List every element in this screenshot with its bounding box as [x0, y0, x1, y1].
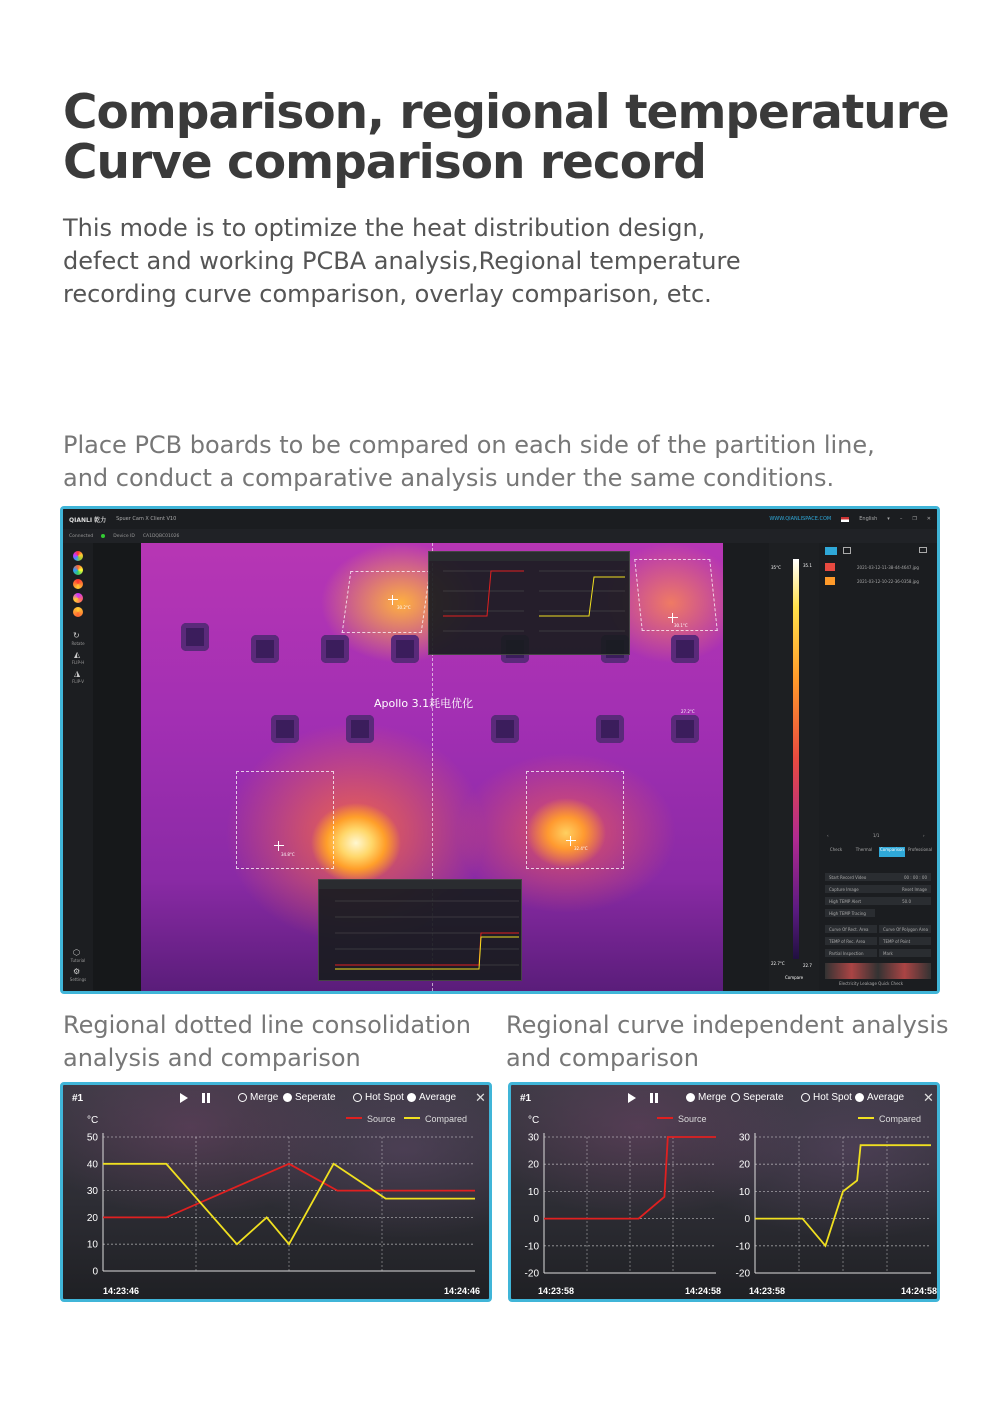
pcb-pad	[321, 635, 349, 663]
legend-source-label: Source	[367, 1114, 396, 1124]
hotspot-marker-top-right	[668, 613, 678, 623]
hotspot-label: Hot Spot	[813, 1092, 852, 1103]
caption-merge	[63, 1009, 471, 1075]
close-icon[interactable]: ✕	[926, 516, 931, 522]
app-titlebar	[63, 509, 937, 529]
tab-check[interactable]: Check	[829, 847, 843, 852]
time-end-source: 14:24:58	[685, 1286, 722, 1296]
language-select[interactable]: English	[859, 516, 878, 522]
file-name[interactable]: 2021-03-12-10-22-36-0358.jpg	[857, 579, 919, 584]
pcb-pad	[491, 715, 519, 743]
seperate-label: Seperate	[295, 1092, 336, 1103]
caption-merge-line-2: analysis and comparison	[63, 1044, 361, 1072]
time-start-compared: 14:23:58	[749, 1286, 786, 1296]
y-tick-label: -10	[735, 1241, 750, 1253]
mark-button[interactable]	[879, 949, 931, 957]
caption-separate-line-1: Regional curve independent analysis	[506, 1011, 949, 1039]
right-panel	[819, 543, 937, 991]
hotspot-temp-left: 34.8°C	[281, 852, 295, 857]
image-margin-left	[93, 543, 141, 991]
overlay-label: Apollo 3.1耗电优化	[374, 697, 474, 710]
hotspot-label: Hot Spot	[365, 1092, 404, 1103]
temp-rect-button[interactable]	[825, 937, 877, 945]
merge-radio[interactable]	[686, 1093, 695, 1102]
plot-grid	[544, 1137, 716, 1273]
device-id-value: CA1DQBC01026	[142, 533, 180, 539]
palette-medical-icon[interactable]	[73, 607, 83, 617]
title-line-2: Curve comparison record	[63, 135, 706, 190]
time-end-compared: 14:24:58	[901, 1286, 938, 1296]
pcb-pad	[671, 715, 699, 743]
curve-panel-id: #1	[72, 1092, 84, 1104]
average-radio[interactable]	[855, 1093, 864, 1102]
left-toolbar	[63, 543, 93, 991]
plot-grid	[103, 1137, 475, 1271]
thermal-app-window	[60, 506, 940, 994]
y-tick-label: 20	[86, 1212, 98, 1224]
temp-point-label: TEMP of Point	[883, 938, 911, 944]
caption-separate	[506, 1009, 949, 1075]
restore-icon[interactable]: ❐	[912, 516, 917, 522]
plot-grid	[755, 1137, 931, 1273]
high-temp-alert-row[interactable]	[825, 897, 931, 905]
tutorial-label: Tutorial	[70, 958, 86, 963]
caption-separate-line-2: and comparison	[506, 1044, 699, 1072]
scale-high-label: 35°C	[771, 565, 781, 570]
file-thumbnail[interactable]	[825, 577, 835, 585]
leakage-check-image[interactable]	[825, 963, 931, 979]
y-tick-label: 0	[533, 1214, 539, 1226]
high-temp-tracing-label: High TEMP Tracing	[829, 910, 866, 916]
y-tick-label: 20	[527, 1159, 539, 1171]
scale-min-label: 22.7°C	[771, 961, 785, 966]
y-tick-label: 30	[86, 1186, 98, 1198]
flip-h-label: FLIP-H	[71, 660, 85, 665]
mini-curve-header	[319, 880, 521, 889]
gallery-icon[interactable]	[825, 547, 837, 555]
time-start: 14:23:46	[103, 1286, 140, 1296]
separate-curve-panel	[508, 1082, 940, 1302]
hotspot-radio[interactable]	[801, 1093, 810, 1102]
curve-panel-id: #1	[520, 1092, 532, 1104]
record-time: 00 : 00 : 00	[903, 874, 927, 880]
series-line-compared	[103, 1164, 475, 1244]
palette-hot-icon[interactable]	[73, 579, 83, 589]
app-logo: QIANLI 乾力	[69, 516, 107, 524]
tutorial-icon[interactable]: ⬡	[73, 948, 80, 957]
connected-indicator-icon	[101, 534, 105, 538]
play-icon[interactable]	[180, 1093, 188, 1103]
high-temp-alert-label: High TEMP Alert	[829, 898, 862, 904]
tab-professional[interactable]: Professional	[907, 847, 933, 852]
ambient-temp-label: 27.2°C	[681, 709, 695, 714]
separate-curve-chart	[511, 1111, 937, 1301]
capture-image-label: Capture Image	[829, 886, 859, 892]
capture-image-row[interactable]	[825, 885, 931, 893]
region-box-top-left[interactable]	[342, 571, 431, 633]
merge-radio[interactable]	[238, 1093, 247, 1102]
record-video-label: Start Record Video	[829, 874, 867, 880]
page-next-icon[interactable]: ›	[923, 833, 925, 838]
partial-inspection-label: Partial Inspection	[829, 950, 864, 956]
y-tick-label: 10	[527, 1186, 539, 1198]
y-unit-label: °C	[87, 1115, 99, 1126]
pcb-pad	[671, 635, 699, 663]
hotspot-marker-left	[274, 841, 284, 851]
subtitle-line-3: recording curve comparison, overlay comparison, etc.	[63, 280, 712, 308]
reset-image-button[interactable]: Reset Image	[902, 886, 927, 892]
leakage-check-label: Electricity Leakage Quick Check	[839, 981, 904, 986]
folder-icon[interactable]	[919, 547, 927, 553]
website-link[interactable]: WWW.QIANLISPACE.COM	[769, 516, 832, 522]
scale-max-label: 35.1	[803, 563, 812, 568]
play-icon[interactable]	[628, 1093, 636, 1103]
y-tick-label: 10	[738, 1186, 750, 1198]
mini-curve-panel-bottom[interactable]	[318, 879, 522, 981]
rotate-label: Rotate	[71, 641, 85, 646]
seperate-label: Seperate	[743, 1092, 784, 1103]
y-tick-label: 30	[527, 1132, 539, 1144]
merged-curve-chart	[63, 1111, 489, 1301]
alert-value[interactable]: 50.0	[902, 898, 911, 904]
temp-point-button[interactable]	[879, 937, 931, 945]
y-tick-label: 0	[92, 1266, 98, 1278]
hotspot-temp-top-right: 30.1°C	[674, 623, 688, 628]
thermal-image[interactable]	[141, 543, 723, 991]
pcb-pad	[391, 635, 419, 663]
seperate-radio[interactable]	[731, 1093, 740, 1102]
hotspot-temp-top-left: 30.2°C	[397, 605, 411, 610]
tab-thermal[interactable]: Thermal	[855, 847, 873, 852]
y-tick-label: 40	[86, 1159, 98, 1171]
page-prev-icon[interactable]: ‹	[827, 833, 829, 838]
pcb-pad	[346, 715, 374, 743]
y-unit-label: °C	[528, 1115, 540, 1126]
connection-status: Connected	[69, 533, 94, 539]
rotate-icon[interactable]: ↻	[73, 631, 80, 640]
hotspot-radio[interactable]	[353, 1093, 362, 1102]
dropdown-icon[interactable]: ▾	[887, 516, 890, 522]
y-tick-label: 0	[744, 1214, 750, 1226]
y-tick-label: 50	[86, 1132, 98, 1144]
page-indicator: 1/1	[873, 833, 880, 838]
palette-lava-icon[interactable]	[73, 593, 83, 603]
mark-label: Mark	[883, 950, 893, 956]
partial-inspection-button[interactable]	[825, 949, 877, 957]
time-end: 14:24:46	[444, 1286, 481, 1296]
temperature-scale	[769, 543, 819, 991]
high-temp-tracing-row[interactable]	[825, 909, 875, 917]
pause-icon[interactable]	[650, 1093, 658, 1103]
flip-h-icon[interactable]: ◭	[74, 650, 81, 659]
scale-low-label: 22.7	[803, 963, 812, 968]
palette-iron-icon[interactable]	[73, 551, 83, 561]
mini-curve-plot	[429, 561, 631, 655]
temp-rect-label: TEMP of Rec. Area	[829, 938, 866, 944]
palette-rainbow-icon[interactable]	[73, 565, 83, 575]
average-label: Average	[867, 1092, 905, 1103]
section-caption	[63, 429, 875, 495]
title-line-1: Comparison, regional temperature	[63, 85, 949, 140]
image-margin-right	[723, 543, 769, 991]
page-title	[63, 85, 949, 190]
y-tick-label: 30	[738, 1132, 750, 1144]
merge-label: Merge	[698, 1092, 727, 1103]
file-name[interactable]: 2021-03-12-11-38-44-4647.jpg	[857, 565, 919, 570]
hotspot-temp-right: 32.4°C	[574, 846, 588, 851]
legend-compared-label: Compared	[425, 1114, 468, 1124]
y-tick-label: -20	[524, 1268, 539, 1280]
minimize-icon[interactable]: –	[899, 516, 903, 522]
mini-curve-header	[429, 552, 629, 561]
region-box-right[interactable]	[526, 771, 624, 869]
caption-merge-line-1: Regional dotted line consolidation	[63, 1011, 471, 1039]
mode-tabs	[823, 847, 933, 857]
pcb-pad	[596, 715, 624, 743]
merge-label: Merge	[250, 1092, 279, 1103]
curve-rect-button[interactable]	[825, 925, 877, 933]
mini-curve-panel-top[interactable]	[428, 551, 630, 655]
caption-line-2: and conduct a comparative analysis under the same conditions.	[63, 464, 835, 492]
legend-source-label: Source	[678, 1114, 707, 1124]
page-subtitle	[63, 212, 741, 311]
curve-polygon-button[interactable]	[879, 925, 931, 933]
caption-line-1: Place PCB boards to be compared on each side of the partition line,	[63, 431, 875, 459]
close-icon[interactable]: ✕	[475, 1090, 486, 1105]
y-tick-label: -20	[735, 1268, 750, 1280]
device-id-label: Device ID	[113, 533, 135, 539]
app-statusbar	[63, 529, 937, 543]
average-label: Average	[419, 1092, 457, 1103]
y-tick-label: 20	[738, 1159, 750, 1171]
settings-label: Settings	[69, 977, 87, 982]
tab-comparison[interactable]: Comparison	[879, 847, 905, 857]
flag-icon	[841, 517, 849, 522]
time-start-source: 14:23:58	[538, 1286, 575, 1296]
flip-v-icon[interactable]: ◮	[74, 669, 81, 678]
subtitle-line-2: defect and working PCBA analysis,Regional temperature	[63, 247, 741, 275]
curve-rect-label: Curve Of Rect. Area	[829, 926, 869, 932]
video-icon[interactable]	[843, 547, 851, 554]
hotspot-marker-top-left	[388, 595, 398, 605]
pause-icon[interactable]	[202, 1093, 210, 1103]
settings-icon[interactable]: ⚙	[73, 967, 81, 976]
compare-label[interactable]: Compare	[785, 975, 804, 980]
curve-polygon-label: Curve Of Polygon Area	[883, 926, 929, 932]
flip-v-label: FLIP-V	[72, 679, 84, 684]
color-scale-bar[interactable]	[793, 559, 799, 959]
app-window-title: Spuer Cam X Client V10	[116, 516, 177, 522]
y-tick-label: 10	[86, 1239, 98, 1251]
pcb-pad	[251, 635, 279, 663]
record-video-row[interactable]	[825, 873, 931, 881]
mini-curve-plot	[319, 889, 523, 981]
seperate-radio[interactable]	[283, 1093, 292, 1102]
y-tick-label: -10	[524, 1241, 539, 1253]
file-thumbnail[interactable]	[825, 563, 835, 571]
merged-curve-panel	[60, 1082, 492, 1302]
subtitle-line-1: This mode is to optimize the heat distribution design,	[63, 214, 706, 242]
pcb-pad	[181, 623, 209, 651]
hotspot-marker-right	[566, 836, 576, 846]
pcb-pad	[271, 715, 299, 743]
close-icon[interactable]: ✕	[923, 1090, 934, 1105]
legend-compared-label: Compared	[879, 1114, 922, 1124]
average-radio[interactable]	[407, 1093, 416, 1102]
